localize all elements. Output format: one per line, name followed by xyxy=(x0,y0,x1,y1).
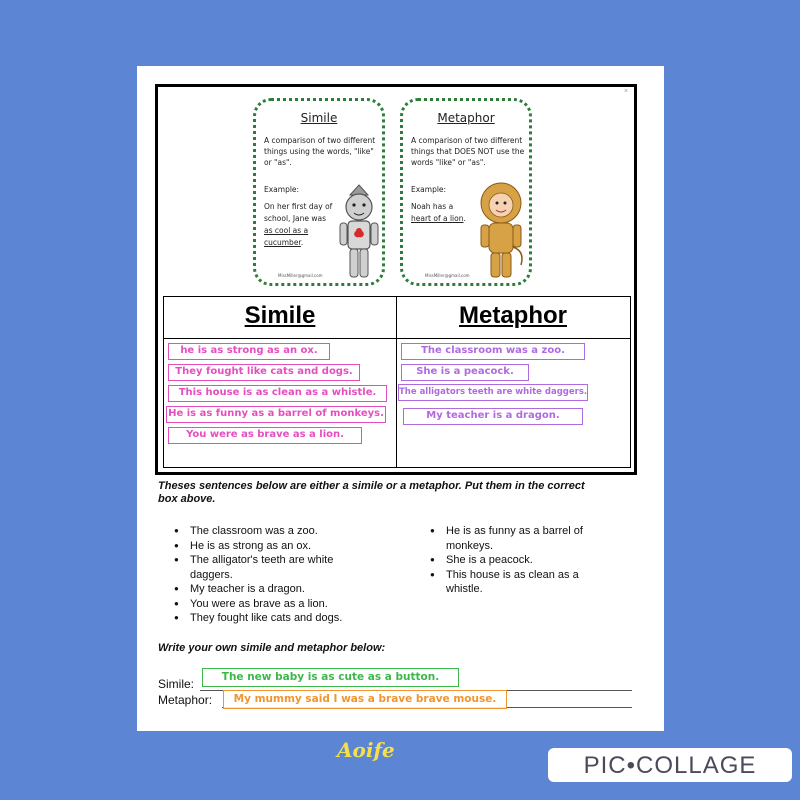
write-prompt: Write your own simile and metaphor below: xyxy=(158,642,386,654)
metaphor-answer-chip[interactable]: The classroom was a zoo. xyxy=(401,343,585,360)
metaphor-answer-chip[interactable]: My teacher is a dragon. xyxy=(403,408,583,425)
metaphor-card-example-label: Example: xyxy=(411,185,447,194)
metaphor-answer-chip[interactable]: She is a peacock. xyxy=(401,364,529,381)
simile-card-title: Simile xyxy=(300,111,338,125)
simile-card-example-label: Example: xyxy=(264,185,300,194)
list-item: ● The classroom was a zoo. xyxy=(174,524,394,539)
close-icon: × xyxy=(624,88,629,95)
own-simile-answer[interactable]: The new baby is as cute as a button. xyxy=(202,668,459,687)
metaphor-card xyxy=(400,98,532,286)
metaphor-card-definition: A comparison of two different things that DOES NOT use the words "like" or "as". xyxy=(411,136,525,167)
list-item: ● She is a peacock. xyxy=(430,553,615,568)
simile-answer-chip[interactable]: This house is as clean as a whistle. xyxy=(168,385,387,402)
list-item: ● He is as funny as a barrel of monkeys. xyxy=(430,524,615,553)
list-item: ● They fought like cats and dogs. xyxy=(174,611,394,626)
simile-card-example: On her first day of school, Jane was as cool as a cucumber. xyxy=(264,202,333,247)
pic-collage-logo xyxy=(548,748,792,782)
simile-card xyxy=(253,98,385,286)
simile-answer-chip[interactable]: he is as strong as an ox. xyxy=(168,343,330,360)
list-item: ● You were as brave as a lion. xyxy=(174,597,394,612)
sentence-list-left xyxy=(174,524,394,626)
simile-column-header: Simile xyxy=(244,302,316,329)
simile-answer-chip[interactable]: He is as funny as a barrel of monkeys. xyxy=(166,406,386,423)
own-metaphor-answer[interactable]: My mummy said I was a brave brave mouse. xyxy=(223,690,507,709)
lion-costume-illustration xyxy=(475,181,527,281)
list-item: ● The alligator's teeth are white daggers. xyxy=(174,553,350,582)
metaphor-answer-chip[interactable]: The alligators teeth are white daggers. xyxy=(398,384,588,401)
metaphor-column-header: Metaphor xyxy=(459,302,567,329)
list-item: ● He is as strong as an ox. xyxy=(174,539,394,554)
sentence-list-right xyxy=(430,524,615,597)
tin-man-illustration xyxy=(336,183,382,281)
table-header-line xyxy=(164,338,630,339)
metaphor-card-example: Noah has a heart of a lion. xyxy=(411,202,466,223)
list-item: ● My teacher is a dragon. xyxy=(174,582,394,597)
simile-answer-chip[interactable]: They fought like cats and dogs. xyxy=(168,364,360,381)
simile-answer-chip[interactable]: You were as brave as a lion. xyxy=(168,427,362,444)
metaphor-label: Metaphor: xyxy=(158,693,213,707)
brand-text: PIC•COLLAGE xyxy=(583,752,757,779)
instructions-text: Theses sentences below are either a simile or a metaphor. Put them in the correct box above. xyxy=(158,480,585,505)
list-item: ● This house is as clean as a whistle. xyxy=(430,568,615,597)
simile-card-definition: A comparison of two different things using the words, "like" or "as". xyxy=(264,136,376,167)
student-name: Aoife xyxy=(337,738,395,762)
metaphor-card-credit: MissMiller@gmail.com xyxy=(425,273,470,278)
metaphor-card-title: Metaphor xyxy=(437,111,495,125)
simile-card-credit: MissMiller@gmail.com xyxy=(278,273,323,278)
simile-label: Simile: xyxy=(158,677,195,691)
